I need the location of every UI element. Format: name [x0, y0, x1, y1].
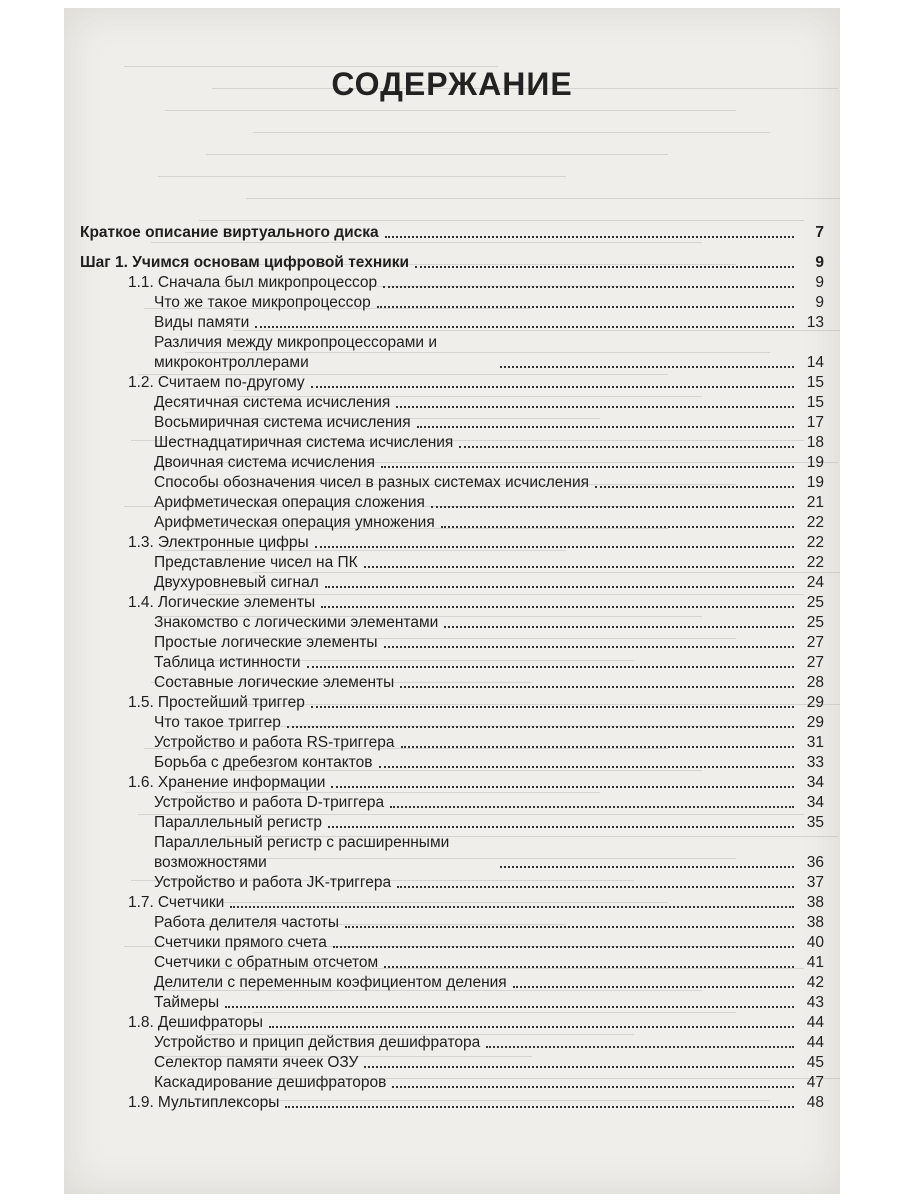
toc-entry-title: Борьба с дребезгом контактов — [154, 754, 373, 771]
toc-subsection — [80, 1053, 824, 1073]
toc-page-number: 47 — [806, 1074, 824, 1091]
toc-page-number: 27 — [806, 654, 824, 671]
dot-leader — [377, 306, 794, 308]
dot-leader — [230, 906, 794, 908]
toc-entry-number: 1.3. — [128, 534, 154, 551]
toc-section — [80, 593, 824, 613]
toc-subsection — [80, 453, 824, 473]
toc-page-number: 48 — [806, 1094, 824, 1111]
toc-entry-number: 1.6. — [128, 774, 154, 791]
toc-entry-number: 1.4. — [128, 594, 154, 611]
toc-subsection — [80, 293, 824, 313]
toc-page-number: 29 — [806, 714, 824, 731]
toc-page-number: 17 — [806, 414, 824, 431]
toc-subsection — [80, 733, 824, 753]
toc-entry-title: Простые логические элементы — [154, 634, 378, 651]
dot-leader — [401, 746, 794, 748]
toc-page-number: 19 — [806, 454, 824, 471]
dot-leader — [287, 726, 794, 728]
dot-leader — [384, 646, 794, 648]
toc-page-number: 38 — [806, 914, 824, 931]
toc-entry-title: Таблица истинности — [154, 654, 301, 671]
dot-leader — [486, 1046, 794, 1048]
toc-subsection — [80, 513, 824, 533]
dot-leader — [441, 526, 794, 528]
toc-page-number: 40 — [806, 934, 824, 951]
dot-leader — [500, 366, 794, 368]
toc-entry-title: Шестнадцатиричная система исчисления — [154, 434, 454, 451]
toc-subsection — [80, 653, 824, 673]
dot-leader — [379, 766, 794, 768]
toc-entry-title: Считаем по-другому — [157, 374, 305, 391]
toc-entry-title: Десятичная система исчисления — [154, 394, 391, 411]
toc-page-number: 27 — [806, 634, 824, 651]
toc-subsection — [80, 333, 824, 373]
toc-entry-title: Различия между микропроцессорами и микроконтроллерами — [154, 334, 438, 371]
toc-entry-title: Представление чисел на ПК — [154, 554, 358, 571]
dot-leader — [459, 446, 794, 448]
toc-entry-title: Знакомство с логическими элементами — [154, 614, 439, 631]
toc-entry-title: Составные логические элементы — [154, 674, 395, 691]
dot-leader — [285, 1106, 794, 1108]
dot-leader — [364, 1066, 794, 1068]
toc-page-number: 24 — [806, 574, 824, 591]
toc-page-number: 15 — [806, 374, 824, 391]
toc-entry-title: Селектор памяти ячеек ОЗУ — [154, 1054, 359, 1071]
dot-leader — [333, 946, 794, 948]
toc-page-number: 34 — [806, 794, 824, 811]
toc-page-number: 35 — [806, 814, 824, 831]
dot-leader — [431, 506, 794, 508]
toc-entry-title: Сначала был микропроцессор — [157, 274, 378, 291]
toc-subsection — [80, 753, 824, 773]
toc-subsection — [80, 553, 824, 573]
toc-entry-title: Делители с переменным коэфициентом деления — [154, 974, 507, 991]
toc-page-number: 21 — [806, 494, 824, 511]
dot-leader — [311, 706, 794, 708]
toc-entry-title: Параллельный регистр с расширенными возможностями — [154, 834, 450, 871]
dot-leader — [328, 826, 794, 828]
toc-entry-title: Двоичная система исчисления — [154, 454, 376, 471]
toc-entry-title: Арифметическая операция умножения — [154, 514, 435, 531]
dot-leader — [255, 326, 794, 328]
toc-entry-title: Простейший триггер — [157, 694, 305, 711]
toc-entry-title: Логические элементы — [157, 594, 316, 611]
toc-entry-title: Что такое триггер — [154, 714, 281, 731]
dot-leader — [397, 886, 794, 888]
toc-entry-title: Мультиплексоры — [157, 1094, 280, 1111]
toc-subsection — [80, 873, 824, 893]
toc-page-number: 44 — [806, 1034, 824, 1051]
toc-page-number: 14 — [806, 354, 824, 371]
toc-entry-title: Что же такое микропроцессор — [154, 294, 371, 311]
toc-page-number: 9 — [815, 254, 824, 271]
dot-leader — [307, 666, 795, 668]
toc-subsection — [80, 973, 824, 993]
toc-page-number: 31 — [806, 734, 824, 751]
toc-subsection — [80, 613, 824, 633]
toc-subsection — [80, 313, 824, 333]
toc-entry-title: Счетчики — [157, 894, 225, 911]
toc-page-number: 18 — [806, 434, 824, 451]
toc-page-number: 41 — [806, 954, 824, 971]
toc-entry-title: Таймеры — [154, 994, 220, 1011]
toc-entry-number: 1.2. — [128, 374, 154, 391]
toc-entry-title: Каскадирование дешифраторов — [154, 1074, 387, 1091]
toc-page-number: 36 — [806, 854, 824, 871]
toc-section — [80, 893, 824, 913]
dot-leader — [311, 386, 794, 388]
toc-page-number: 9 — [815, 294, 824, 311]
toc-subsection — [80, 953, 824, 973]
toc-subsection — [80, 633, 824, 653]
toc-page-number: 34 — [806, 774, 824, 791]
toc-section — [80, 693, 824, 713]
toc-subsection — [80, 413, 824, 433]
toc-subsection — [80, 393, 824, 413]
toc-subsection — [80, 713, 824, 733]
toc-entry-title: Шаг 1. Учимся основам цифровой техники — [80, 254, 410, 271]
toc-page-number: 7 — [815, 224, 824, 241]
dot-leader — [500, 866, 794, 868]
toc-subsection — [80, 473, 824, 493]
toc-entry-title: Дешифраторы — [157, 1014, 264, 1031]
toc-subsection — [80, 573, 824, 593]
toc-entry-title: Устройство и работа RS-триггера — [154, 734, 395, 751]
toc-page-number: 37 — [806, 874, 824, 891]
dot-leader — [444, 626, 794, 628]
toc-entry-title: Восьмиричная система исчисления — [154, 414, 411, 431]
toc-page-number: 22 — [806, 534, 824, 551]
toc-page-number: 22 — [806, 514, 824, 531]
dot-leader — [384, 966, 794, 968]
toc-page-number: 9 — [815, 274, 824, 291]
toc-subsection — [80, 993, 824, 1013]
toc-entry-title: Способы обозначения чисел в разных системах исчисления — [154, 474, 590, 491]
dot-leader — [331, 786, 794, 788]
toc-page-number: 33 — [806, 754, 824, 771]
dot-leader — [381, 466, 794, 468]
dot-leader — [225, 1006, 794, 1008]
toc-entry-title: Параллельный регистр — [154, 814, 323, 831]
dot-leader — [345, 926, 794, 928]
toc-section — [80, 533, 824, 553]
toc-entry-number: 1.9. — [128, 1094, 154, 1111]
toc-section — [80, 773, 824, 793]
toc-page-number: 43 — [806, 994, 824, 1011]
dot-leader — [269, 1026, 794, 1028]
page-title: СОДЕРЖАНИЕ — [331, 66, 573, 102]
toc-section — [80, 373, 824, 393]
dot-leader — [383, 286, 794, 288]
toc-entry-number: 1.1. — [128, 274, 154, 291]
toc-section — [80, 1013, 824, 1033]
toc-entry-title: Счетчики с обратным отсчетом — [154, 954, 379, 971]
toc-section — [80, 1093, 824, 1113]
toc-subsection — [80, 933, 824, 953]
dot-leader — [315, 546, 794, 548]
toc-page-number: 25 — [806, 594, 824, 611]
dot-leader — [595, 486, 794, 488]
table-of-contents — [80, 213, 824, 1113]
toc-subsection — [80, 913, 824, 933]
toc-entry-title: Устройство и прицип действия дешифратора — [154, 1034, 481, 1051]
dot-leader — [415, 266, 794, 268]
toc-entry-title: Краткое описание виртуального диска — [80, 224, 379, 241]
dot-leader — [400, 686, 794, 688]
toc-entry-number: 1.8. — [128, 1014, 154, 1031]
toc-entry-title: Виды памяти — [154, 314, 250, 331]
dot-leader — [321, 606, 794, 608]
dot-leader — [392, 1086, 794, 1088]
dot-leader — [513, 986, 794, 988]
toc-page-number: 15 — [806, 394, 824, 411]
toc-section — [80, 273, 824, 293]
dot-leader — [417, 426, 794, 428]
dot-leader — [364, 566, 794, 568]
toc-page-number: 44 — [806, 1014, 824, 1031]
dot-leader — [385, 236, 794, 238]
toc-entry-title: Двухуровневый сигнал — [154, 574, 319, 591]
toc-subsection — [80, 493, 824, 513]
dot-leader — [390, 806, 794, 808]
toc-subsection — [80, 1073, 824, 1093]
toc-page-number: 13 — [806, 314, 824, 331]
toc-subsection — [80, 833, 824, 873]
toc-page-number: 38 — [806, 894, 824, 911]
dot-leader — [396, 406, 794, 408]
toc-page-number: 25 — [806, 614, 824, 631]
book-page — [64, 8, 840, 1194]
toc-entry-title: Хранение информации — [157, 774, 326, 791]
toc-subsection — [80, 673, 824, 693]
toc-subsection — [80, 813, 824, 833]
toc-page-number: 42 — [806, 974, 824, 991]
toc-subsection — [80, 793, 824, 813]
toc-entry-number: 1.5. — [128, 694, 154, 711]
toc-page-number: 28 — [806, 674, 824, 691]
toc-page-number: 22 — [806, 554, 824, 571]
toc-chapter — [80, 223, 824, 243]
toc-page-number: 19 — [806, 474, 824, 491]
toc-page-number: 45 — [806, 1054, 824, 1071]
toc-entry-title: Счетчики прямого счета — [154, 934, 327, 951]
toc-subsection — [80, 433, 824, 453]
toc-entry-number: 1.7. — [128, 894, 154, 911]
toc-entry-title: Арифметическая операция сложения — [154, 494, 425, 511]
toc-entry-title: Электронные цифры — [157, 534, 309, 551]
toc-entry-title: Работа делителя частоты — [154, 914, 339, 931]
toc-subsection — [80, 1033, 824, 1053]
dot-leader — [325, 586, 794, 588]
toc-entry-title: Устройство и работа JK-триггера — [154, 874, 392, 891]
toc-chapter — [80, 253, 824, 273]
toc-page-number: 29 — [806, 694, 824, 711]
toc-entry-title: Устройство и работа D-триггера — [154, 794, 385, 811]
